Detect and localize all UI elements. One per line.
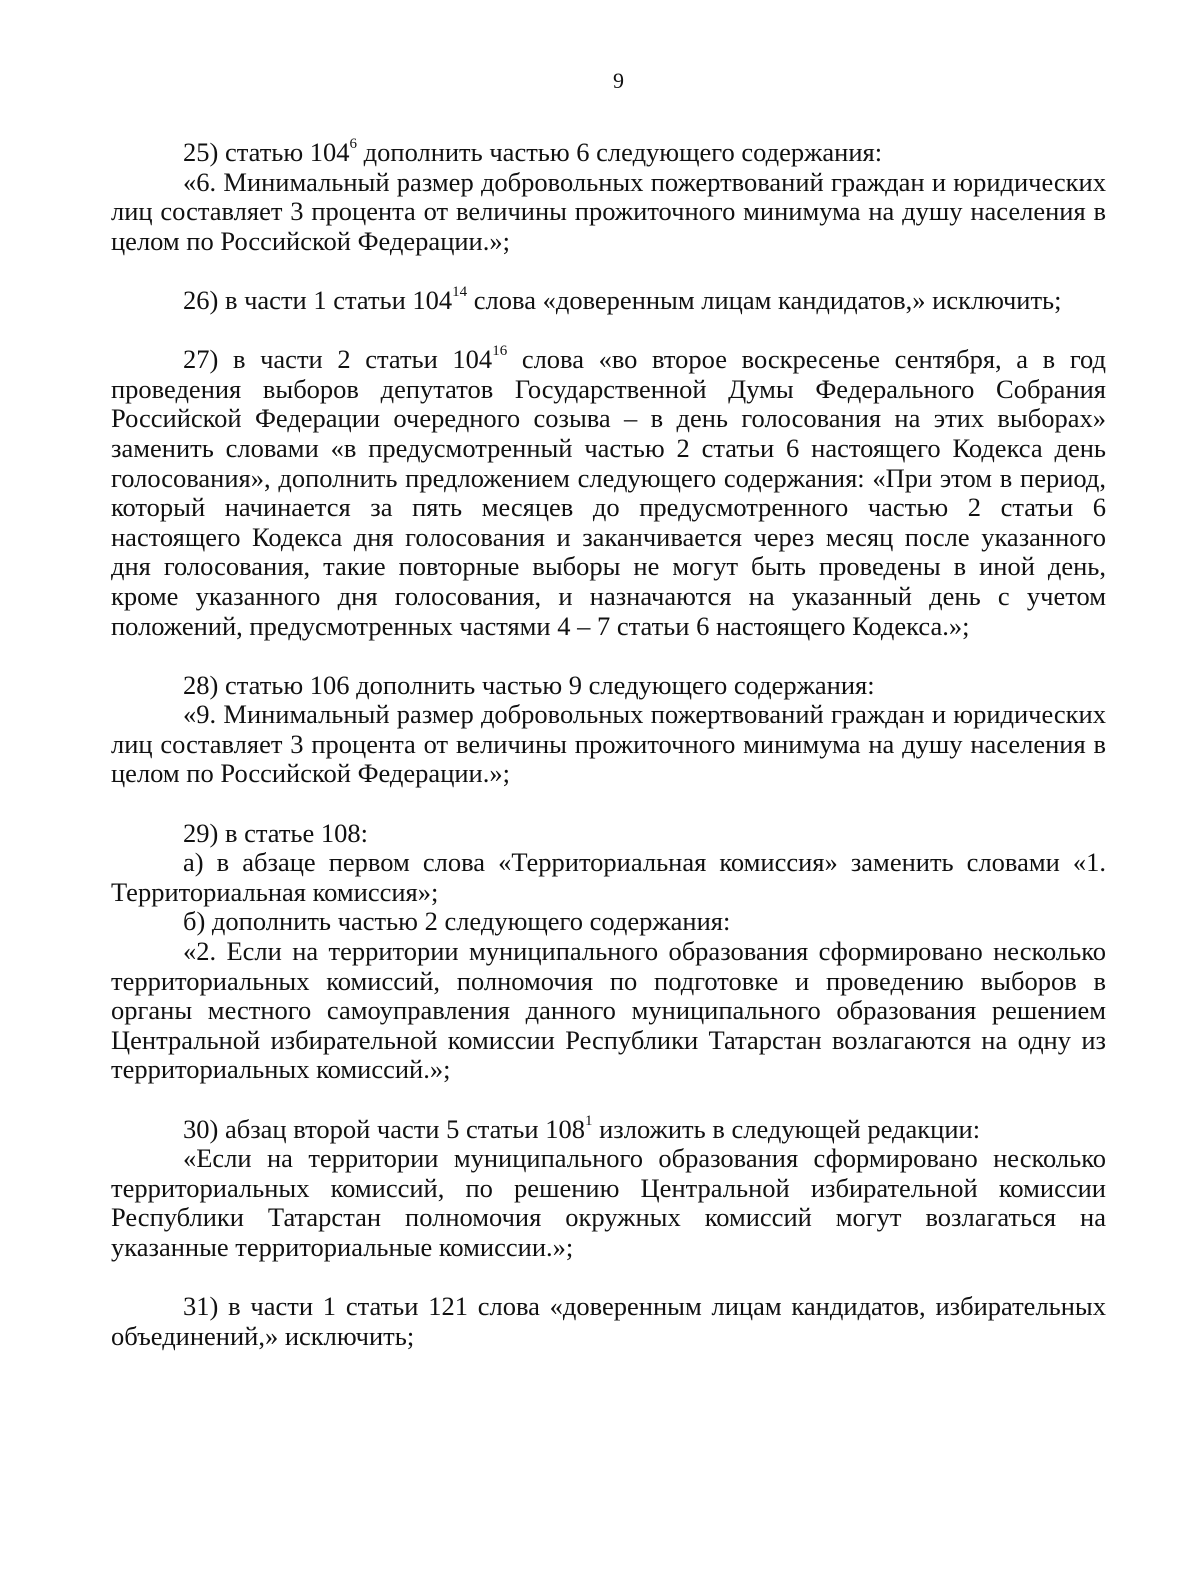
item-28 xyxy=(111,671,1106,789)
item-29-body: «2. Если на территории муниципального образования сформировано несколько территориальных комиссий, полномочия по подготовке и проведению выборов в органы местного самоуправления данного муниципального образования решением Центральной избирательной комиссии Республики Татарстан возлагаются на одну из территориальных комиссий.»; xyxy=(111,936,1106,1085)
item-25-body: «6. Минимальный размер добровольных пожертвований граждан и юридических лиц составляет 3 процента от величины прожиточного минимума на душу населения в целом по Российской Федерации.»; xyxy=(111,166,1106,256)
item-27 xyxy=(111,345,1106,641)
item-25 xyxy=(111,138,1106,256)
item-27-text-tail: слова «во второе воскресенье сентября, а в год проведения выборов депутатов Государственной Думы Федерального Собрания Российской Федерации очередного созыва – в день голосования на этих выборах» заменить словами «в предусмотренный частью 2 статьи 6 настоящего Кодекса день голосования», дополнить предложением следующего содержания: «При этом в период, который начинается за пять месяцев до предусмотренного частью 2 статьи 6 настоящего Кодекса дня голосования и заканчивается через месяц после указанного дня голосования, такие повторные выборы не могут быть проведены в иной день, кроме указанного дня голосования, и назначаются на указанный день с учетом положений, предусмотренных частями 4 – 7 статьи 6 настоящего Кодекса.»; xyxy=(111,344,1106,641)
item-31-text: 31) в части 1 статьи 121 слова «доверенным лицам кандидатов, избирательных объединений,» исключить; xyxy=(111,1291,1106,1351)
item-26-text-tail: слова «доверенным лицам кандидатов,» исключить; xyxy=(467,284,1062,315)
item-29-subitem-b: б) дополнить частью 2 следующего содержания: xyxy=(183,906,731,937)
item-25-heading-tail: дополнить частью 6 следующего содержания: xyxy=(357,137,883,167)
item-26-superscript: 14 xyxy=(452,284,468,301)
item-30-heading-tail: изложить в следующей редакции: xyxy=(592,1113,981,1144)
item-27-text-start: 27) в части 2 статьи 104 xyxy=(183,344,493,375)
item-26-text-start: 26) в части 1 статьи 104 xyxy=(183,284,453,315)
item-30-heading xyxy=(111,1112,1106,1145)
item-30-body: «Если на территории муниципального образования сформировано несколько территориальных комиссий, по решению Центральной избирательной комиссии Республики Татарстан полномочия окружных комиссий могут возлагаться на указанные территориальные комиссии.»; xyxy=(111,1143,1106,1262)
item-25-superscript: 6 xyxy=(349,136,358,153)
page-number: 9 xyxy=(613,68,624,93)
item-25-heading xyxy=(111,138,1106,168)
item-28-body: «9. Минимальный размер добровольных пожертвований граждан и юридических лиц составляет 3 процента от величины прожиточного минимума на душу населения в целом по Российской Федерации.»; xyxy=(111,699,1106,789)
item-30 xyxy=(111,1112,1106,1263)
item-31 xyxy=(111,1292,1106,1351)
item-29 xyxy=(111,819,1106,1085)
item-25-heading-text: 25) статью 104 xyxy=(183,137,350,167)
item-27-text xyxy=(111,345,1106,641)
item-27-superscript: 16 xyxy=(492,343,508,360)
item-26-text xyxy=(111,286,1106,316)
item-26 xyxy=(111,286,1106,316)
item-29-heading: 29) в статье 108: xyxy=(183,817,368,848)
item-30-heading-text: 30) абзац второй части 5 статьи 108 xyxy=(183,1113,585,1144)
item-28-heading: 28) статью 106 дополнить частью 9 следующего содержания: xyxy=(183,669,875,700)
item-29-subitem-a: а) в абзаце первом слова «Территориальная комиссия» заменить словами «1. Территориальная комиссия»; xyxy=(111,847,1106,907)
item-30-superscript: 1 xyxy=(584,1112,593,1129)
